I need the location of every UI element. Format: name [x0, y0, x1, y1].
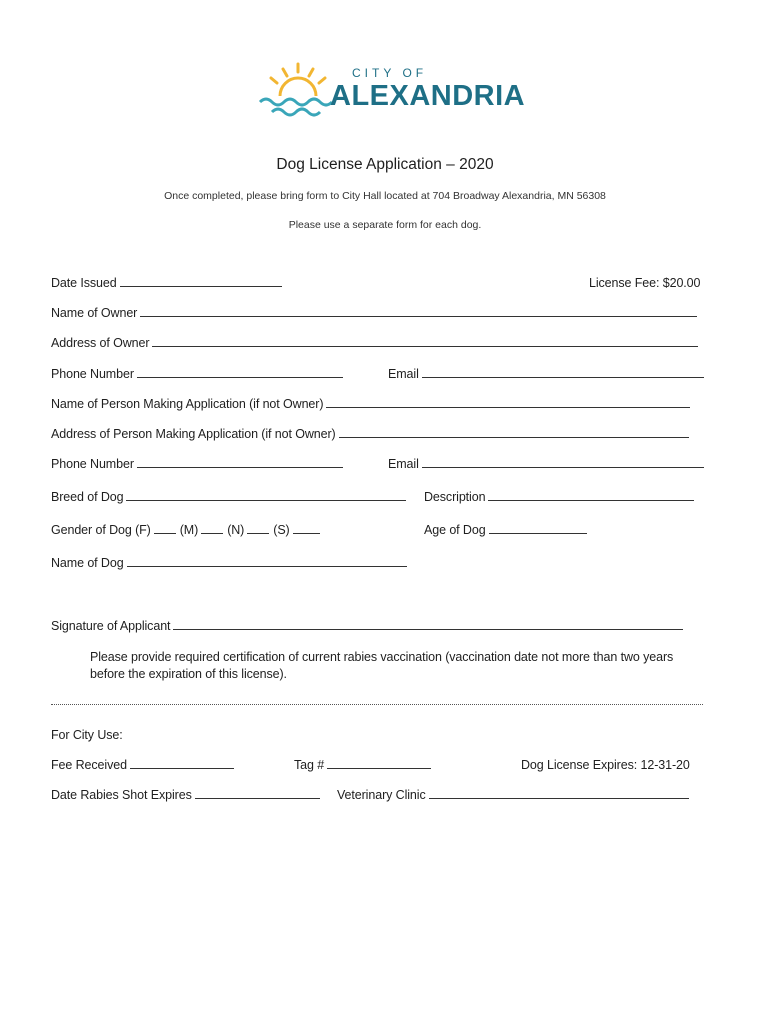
description-field[interactable]	[424, 490, 694, 504]
fee-received-field[interactable]	[51, 758, 234, 772]
owner-name-label: Name of Owner	[51, 306, 138, 320]
phone-number-2-label: Phone Number	[51, 457, 134, 471]
license-fee-text: License Fee: $20.00	[589, 276, 701, 290]
applicant-name-label: Name of Person Making Application (if not Owner)	[51, 397, 324, 411]
gender-label: Gender of Dog (F)	[51, 523, 151, 537]
age-field[interactable]	[424, 523, 587, 537]
applicant-name-field[interactable]	[51, 397, 690, 411]
breed-label: Breed of Dog	[51, 490, 124, 504]
rabies-expires-label: Date Rabies Shot Expires	[51, 788, 192, 802]
vet-clinic-field[interactable]	[337, 788, 689, 802]
instructions-text: Once completed, please bring form to City Hall located at 704 Broadway Alexandria, MN 56308	[164, 190, 606, 202]
owner-address-label: Address of Owner	[51, 336, 150, 350]
signature-label: Signature of Applicant	[51, 619, 171, 633]
rabies-note-line-2: before the expiration of this license).	[90, 667, 287, 681]
applicant-address-label: Address of Person Making Application (if not Owner)	[51, 427, 336, 441]
dotted-divider	[51, 700, 703, 705]
city-logo	[258, 60, 526, 130]
sun-waves-icon	[258, 60, 338, 130]
dog-name-label: Name of Dog	[51, 556, 124, 570]
tag-field[interactable]	[294, 758, 431, 772]
date-issued-label: Date Issued	[51, 276, 117, 290]
rabies-note-line-1: Please provide required certification of current rabies vaccination (vaccination date not more than two years	[90, 650, 674, 664]
gender-s-label: (S)	[273, 523, 290, 537]
city-use-heading: For City Use:	[51, 728, 123, 742]
description-label: Description	[424, 490, 486, 504]
logo-name-text: ALEXANDRIA	[330, 80, 526, 112]
phone-number-2-field[interactable]	[51, 457, 343, 471]
email-2-field[interactable]	[388, 457, 704, 471]
separate-form-note: Please use a separate form for each dog.	[288, 219, 482, 231]
breed-field[interactable]	[51, 490, 406, 504]
license-expires-text: Dog License Expires: 12-31-20	[521, 758, 690, 772]
gender-m-label: (M)	[179, 523, 199, 537]
fee-received-label: Fee Received	[51, 758, 127, 772]
gender-n-label: (N)	[227, 523, 245, 537]
phone-number-field[interactable]	[51, 367, 343, 381]
owner-address-field[interactable]	[51, 336, 698, 350]
page-title: Dog License Application – 2020	[276, 156, 494, 173]
date-issued-field[interactable]	[51, 276, 282, 290]
logo-city-text: CITY OF	[352, 66, 428, 80]
age-label: Age of Dog	[424, 523, 486, 537]
dog-name-field[interactable]	[51, 556, 407, 570]
signature-field[interactable]	[51, 619, 683, 633]
applicant-address-field[interactable]	[51, 427, 689, 441]
email-field[interactable]	[388, 367, 704, 381]
owner-name-field[interactable]	[51, 306, 697, 320]
email-label: Email	[388, 367, 419, 381]
gender-field[interactable]	[51, 523, 320, 537]
email-2-label: Email	[388, 457, 419, 471]
tag-label: Tag #	[294, 758, 325, 772]
phone-number-label: Phone Number	[51, 367, 134, 381]
rabies-expires-field[interactable]	[51, 788, 320, 802]
vet-clinic-label: Veterinary Clinic	[337, 788, 426, 802]
